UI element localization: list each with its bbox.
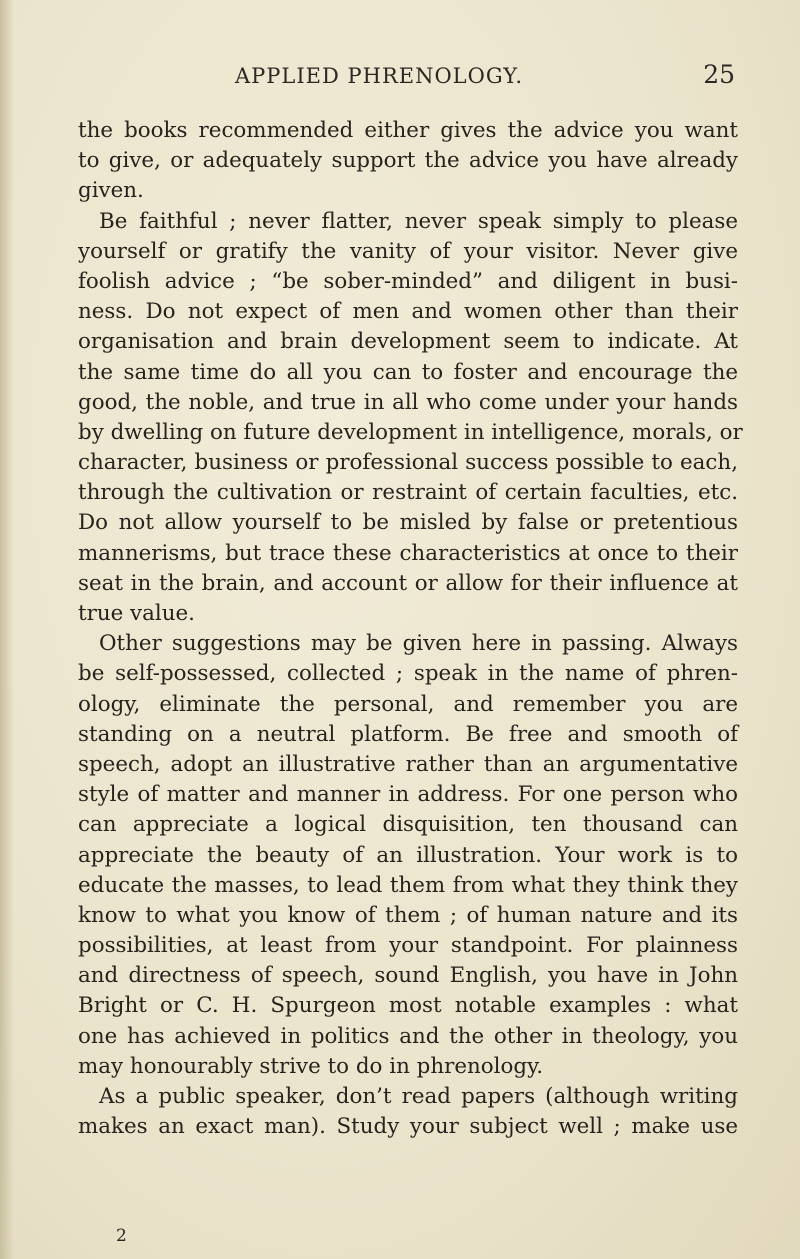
text-line: style of matter and manner in address. For one person who (78, 782, 738, 808)
text-line: foolish advice ; “be sober-minded” and diligent in busi- (78, 268, 738, 294)
text-line: As a public speaker, don’t read papers (although writing (99, 1084, 738, 1109)
text-line: Other suggestions may be given here in passing. Always (99, 631, 738, 657)
text-line: good, the noble, and true in all who come under your hands (78, 389, 738, 415)
text-line: possibilities, at least from your standpoint. For plainness (78, 933, 738, 959)
text-line: be self-possessed, collected ; speak in the name of phren- (78, 661, 738, 687)
text-line: and directness of speech, sound English, you have in John (78, 963, 738, 989)
page-header (235, 60, 735, 100)
text-line: through the cultivation or restraint of certain faculties, etc. (78, 480, 738, 506)
text-line: mannerisms, but trace these characteristics at once to their (78, 540, 738, 566)
text-line: Bright or C. H. Spurgeon most notable examples : what (78, 993, 738, 1019)
text-line: true value. (78, 601, 195, 626)
text-line: can appreciate a logical disquisition, ten thousand can (78, 812, 738, 838)
text-line: given. (78, 178, 144, 204)
text-line: know to what you know of them ; of human nature and its (78, 902, 738, 928)
text-line: by dwelling on future development in intelligence, morals, or (78, 419, 743, 445)
text-line: one has achieved in politics and the other in theology, you (78, 1023, 738, 1049)
page-number: 25 (703, 60, 735, 89)
text-line: makes an exact man). Study your subject well ; make use (78, 1114, 738, 1140)
text-line: ology, eliminate the personal, and remember you are (78, 691, 738, 717)
text-line: to give, or adequately support the advice you have already (78, 148, 738, 174)
body-text (78, 116, 743, 1142)
text-line: yourself or gratify the vanity of your visitor. Never give (78, 238, 738, 264)
text-line: appreciate the beauty of an illustration. Your work is to (78, 842, 738, 868)
text-line: standing on a neutral platform. Be free and smooth of (78, 721, 738, 747)
signature-mark: 2 (116, 1226, 127, 1246)
text-line: organisation and brain development seem to indicate. At (78, 329, 738, 355)
page-edge-shadow (0, 0, 14, 1259)
text-line: seat in the brain, and account or allow for their influence at (78, 570, 738, 596)
text-line: Do not allow yourself to be misled by false or pretentious (78, 510, 738, 536)
text-line: the books recommended either gives the advice you want (78, 118, 738, 143)
text-line: ness. Do not expect of men and women other than their (78, 299, 738, 325)
text-line: educate the masses, to lead them from what they think they (78, 872, 738, 898)
text-line: character, business or professional success possible to each, (78, 450, 738, 476)
text-line: Be faithful ; never flatter, never speak simply to please (99, 208, 738, 234)
text-line: the same time do all you can to foster and encourage the (78, 359, 738, 385)
running-head: APPLIED PHRENOLOGY. (235, 64, 524, 88)
text-line: speech, adopt an illustrative rather than an argumentative (78, 751, 738, 777)
text-line: may honourably strive to do in phrenology. (78, 1053, 544, 1079)
